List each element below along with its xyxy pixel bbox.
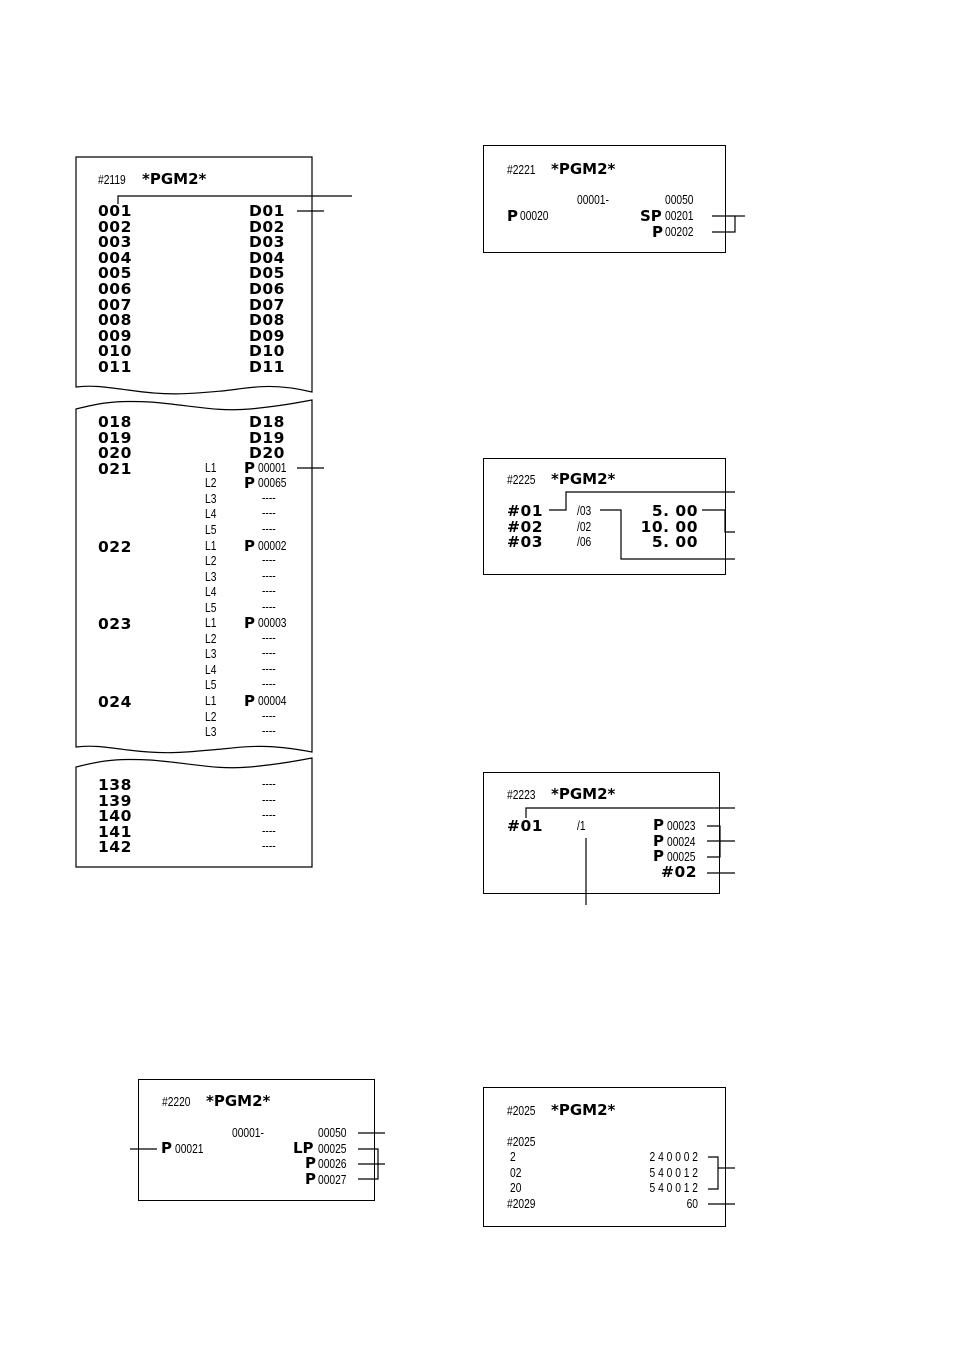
- plu-prefix: P: [305, 1154, 316, 1172]
- dept-label: D20: [249, 444, 285, 463]
- tax-code: #02: [507, 517, 544, 536]
- setting-value: 5 4 0 0 1 2: [649, 1181, 698, 1196]
- plu-prefix: P: [161, 1139, 172, 1157]
- plu-number: 00025: [667, 850, 696, 864]
- link-label: L2: [205, 710, 217, 724]
- dept-code: 006: [98, 280, 132, 298]
- link-label: L1: [205, 539, 217, 553]
- receipt-number: #2225: [507, 473, 536, 487]
- empty-dash: ----: [262, 522, 276, 536]
- plu-number: 00003: [258, 616, 287, 630]
- empty-dash: ----: [262, 662, 276, 676]
- receipt-number: #2025: [507, 1104, 536, 1118]
- empty-dash: ----: [262, 677, 276, 691]
- setting-value: 2 4 0 0 0 2: [649, 1150, 698, 1164]
- empty-dash: ----: [262, 506, 276, 520]
- lp-number: 00025: [318, 1142, 347, 1156]
- receipt-title: *PGM2*: [551, 785, 616, 803]
- plu-prefix: P: [244, 537, 255, 555]
- dept-label: D03: [249, 233, 285, 252]
- plu-number: 00004: [258, 694, 287, 708]
- plu-number: 00001: [258, 461, 287, 475]
- dept-label: D05: [249, 264, 285, 283]
- dept-code: 023: [98, 615, 132, 633]
- plu-number: 00202: [665, 225, 694, 239]
- group-code-2: #02: [661, 863, 698, 881]
- dept-code: 140: [98, 807, 132, 826]
- link-label: L5: [205, 523, 217, 537]
- dept-label: D11: [249, 358, 285, 376]
- empty-dash: ----: [262, 631, 276, 645]
- dept-code: 001: [98, 202, 132, 220]
- dept-code: 009: [98, 326, 132, 345]
- empty-dash: ----: [262, 553, 276, 567]
- group-slash: /1: [577, 819, 586, 833]
- dept-code: 021: [98, 460, 132, 478]
- range-end: 00050: [318, 1126, 347, 1140]
- dept-label: D01: [249, 202, 285, 220]
- tax-slash: /06: [577, 535, 592, 550]
- sub-number: #2025: [507, 1135, 536, 1149]
- link-label: L3: [205, 647, 217, 661]
- receipt-title: *PGM2*: [551, 160, 616, 178]
- empty-dash: ----: [262, 584, 276, 598]
- dept-code: 002: [98, 217, 132, 236]
- setting-label: 02: [510, 1165, 522, 1180]
- dept-label: D10: [249, 342, 285, 361]
- dept-code: 022: [98, 538, 132, 556]
- plu-prefix: P: [653, 847, 664, 865]
- dept-code: 138: [98, 776, 132, 794]
- receipt-number: #2119: [98, 173, 126, 187]
- empty-dash: ----: [262, 600, 276, 614]
- link-label: L1: [205, 461, 217, 475]
- empty-dash: ----: [262, 792, 276, 807]
- setting-label: 20: [510, 1181, 522, 1196]
- link-label: L4: [205, 585, 217, 599]
- link-label: L5: [205, 678, 217, 692]
- link-label: L1: [205, 694, 217, 708]
- tax-code: #01: [507, 502, 544, 520]
- receipt-title: *PGM2*: [142, 170, 207, 188]
- empty-dash: ----: [262, 808, 276, 823]
- plu-number: 00026: [318, 1157, 347, 1171]
- plu-prefix: P: [652, 223, 663, 241]
- range-start: 00001-: [577, 193, 609, 207]
- dept-code: 007: [98, 295, 132, 314]
- dept-code: 019: [98, 428, 132, 447]
- link-label: L3: [205, 492, 217, 506]
- dept-label: D02: [249, 217, 285, 236]
- dept-code: 142: [98, 838, 132, 857]
- empty-dash: ----: [262, 777, 276, 791]
- plu-prefix: P: [244, 692, 255, 710]
- empty-dash: ----: [262, 491, 276, 505]
- dept-label: D09: [249, 326, 285, 345]
- plu-number: 00023: [667, 819, 696, 833]
- plu-number: 00024: [667, 835, 696, 849]
- empty-dash: ----: [262, 823, 276, 838]
- plu-number: 00027: [318, 1173, 347, 1187]
- empty-dash: ----: [262, 569, 276, 583]
- link-label: L3: [205, 570, 217, 584]
- receipt-number: #2221: [507, 163, 536, 177]
- plu-number: 00002: [258, 539, 287, 553]
- tax-rate: 5. 00: [651, 533, 698, 552]
- tax-slash: /02: [577, 519, 592, 534]
- plu-prefix: P: [507, 207, 518, 225]
- dept-label: D04: [249, 248, 285, 267]
- link-label: L3: [205, 725, 217, 739]
- plu-number: 00021: [175, 1142, 204, 1156]
- tax-rate: 5. 00: [651, 502, 698, 520]
- group-code: #01: [507, 817, 544, 835]
- plu-number: 00020: [520, 209, 549, 223]
- dept-label: D06: [249, 280, 285, 298]
- receipt-title: *PGM2*: [551, 1101, 616, 1119]
- dept-code: 011: [98, 358, 132, 376]
- dept-label: D18: [249, 413, 285, 431]
- last-value: 60: [686, 1197, 698, 1211]
- dept-code: 141: [98, 822, 132, 841]
- dept-label: D19: [249, 428, 285, 447]
- receipt-title: *PGM2*: [206, 1092, 271, 1110]
- lp-prefix: LP: [293, 1139, 314, 1157]
- dept-code: 020: [98, 444, 132, 463]
- range-start: 00001-: [232, 1126, 264, 1140]
- dept-label: D08: [249, 311, 285, 330]
- tax-slash: /03: [577, 504, 592, 518]
- dept-code: 004: [98, 248, 132, 267]
- dept-code: 003: [98, 233, 132, 252]
- plu-number: 00065: [258, 476, 287, 490]
- dept-code: 008: [98, 311, 132, 330]
- last-label: #2029: [507, 1197, 536, 1211]
- empty-dash: ----: [262, 646, 276, 660]
- plu-prefix: P: [244, 474, 255, 492]
- dept-code: 018: [98, 413, 132, 431]
- range-end: 00050: [665, 193, 694, 207]
- empty-dash: ----: [262, 724, 276, 738]
- setting-value: 5 4 0 0 1 2: [649, 1165, 698, 1180]
- tax-rate: 10. 00: [640, 517, 698, 536]
- tax-code: #03: [507, 533, 544, 552]
- link-label: L5: [205, 601, 217, 615]
- link-label: L2: [205, 476, 217, 490]
- dept-code: 005: [98, 264, 132, 283]
- receipt-title: *PGM2*: [551, 470, 616, 488]
- plu-prefix: P: [244, 614, 255, 632]
- empty-dash: ----: [262, 709, 276, 723]
- setting-label: 2: [510, 1150, 516, 1164]
- plu-prefix: P: [305, 1170, 316, 1188]
- plu-prefix: P: [653, 816, 664, 834]
- link-label: L1: [205, 616, 217, 630]
- link-label: L2: [205, 554, 217, 568]
- empty-dash: ----: [262, 839, 276, 854]
- dept-code: 139: [98, 791, 132, 810]
- link-label: L2: [205, 632, 217, 646]
- sp-prefix: SP: [640, 207, 662, 225]
- dept-code: 010: [98, 342, 132, 361]
- dept-code: 024: [98, 693, 132, 711]
- receipt-number: #2220: [162, 1095, 191, 1109]
- receipt-number: #2223: [507, 788, 536, 802]
- plu-prefix: P: [244, 459, 255, 477]
- dept-label: D07: [249, 295, 285, 314]
- link-label: L4: [205, 663, 217, 677]
- link-label: L4: [205, 507, 217, 521]
- plu-prefix: P: [653, 832, 664, 850]
- sp-number: 00201: [665, 209, 694, 223]
